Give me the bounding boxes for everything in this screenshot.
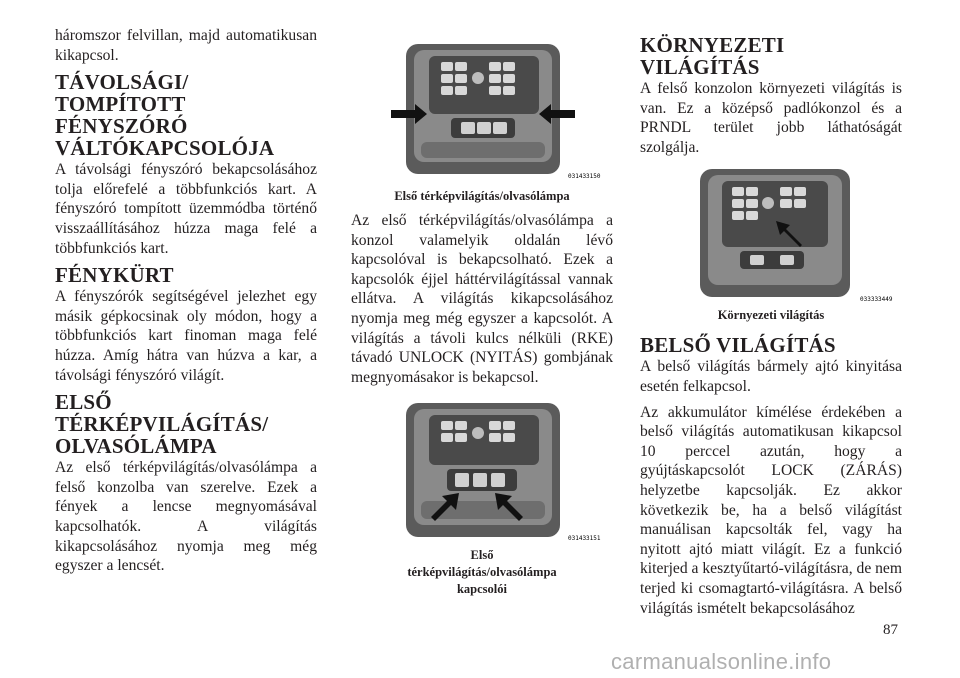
figure-caption-2: Első térképvilágítás/olvasólámpa kapcsolói [407, 548, 557, 597]
paragraph-high-beam: A távolsági fényszóró bekapcsolásához tolja előrefelé a többfunkciós kart. A fényszóró tompított üzemmódba történő visszaállításához húzza maga felé a többfunkciós kart. [55, 161, 317, 257]
paragraph-map-lamp-switch: Az első térképvilágítás/olvasólámpa a konzol valamelyik oldalán lévő kapcsolóval is bekapcsolható. Ezek a kapcsolók éjjel háttérvilágítással vannak ellátva. A világítás kikapcsolásához nyomja meg még egyszer a kapcsolót. A világítás a távoli kulcs nélküli (RKE) távadó UNLOCK (NYITÁS) gombjának megnyomásakor is bekapcsol. [351, 212, 613, 386]
overhead-console-image [351, 38, 613, 186]
figure-caption: Első térképvilágítás/olvasólámpa [394, 189, 570, 203]
paragraph-interior-lights-1: A belső világítás bármely ajtó kinyitása esetén felkapcsol. [640, 358, 902, 395]
paragraph-flash-to-pass: A fényszórók segítségével jelezhet egy másik gépkocsinak oly módon, hogy a többfunkciós kart finoman maga felé húzza. Amíg hátra van húzva a kar, a távolsági fényszóró világít. [55, 288, 317, 384]
heading-front-map-lamp: ELSŐ TÉRKÉPVILÁGÍTÁS/ OLVASÓLÁMPA [55, 390, 269, 459]
heading-interior-lights: BELSŐ VILÁGÍTÁS [640, 333, 836, 358]
paragraph-intro: háromszor felvillan, majd automatikusan kikapcsol. [55, 27, 317, 64]
paragraph-interior-lights-2: Az akkumulátor kímélése érdekében a belső világítás automatikusan kikapcsol 10 perccel azután, hogy a gyújtáskapcsolót LOCK (ZÁRÁS) helyzetbe kapcsolják. Ez akkor következik be, ha a belső világítást manuálisan kapcsolták fel, vagy ha nyitott ajtó miatt világít. Ez a funkció kiterjed a kesztyűtartó-világításra, de nem terjed ki csomagtartó-világításra. A belső világítás ismételt bekapcsolásához [640, 403, 902, 617]
overhead-console-switches-image [351, 397, 613, 545]
figure-map-lamp [351, 38, 613, 186]
heading-flash-to-pass: FÉNYKÜRT [55, 263, 174, 288]
page-number: 87 [883, 622, 898, 638]
figure-ambient-light [640, 165, 902, 305]
column-left [55, 26, 317, 582]
ambient-light-console-image [640, 165, 902, 305]
paragraph-ambient-light: A felső konzolon környezeti világítás is van. Ez a középső padlókonzol és a PRNDL terület jobb láthatóságát szolgálja. [640, 80, 902, 156]
figure-caption-3: Környezeti világítás [717, 308, 825, 323]
column-right [640, 26, 902, 624]
paragraph-front-map-lamp: Az első térképvilágítás/olvasólámpa a felső konzolba van szerelve. Ezek a fények a lencse megnyomásával kapcsolhatók. A világítás kikapcsolásához nyomja meg még egyszer a lencsét. [55, 459, 317, 575]
heading-high-beam-switch: TÁVOLSÁGI/ TOMPÍTOTT FÉNYSZÓRÓ VÁLTÓKAPCSOLÓJA [55, 70, 275, 161]
figure-code-2: 031433151 [568, 535, 601, 543]
figure-code: 031433150 [568, 173, 601, 180]
figure-map-lamp-switches [351, 397, 613, 545]
column-middle [351, 38, 613, 604]
figure-code-3: 033333449 [860, 296, 893, 304]
heading-ambient-light: KÖRNYEZETI VILÁGÍTÁS [640, 33, 785, 79]
watermark: carmanualsonline.info [611, 649, 832, 674]
